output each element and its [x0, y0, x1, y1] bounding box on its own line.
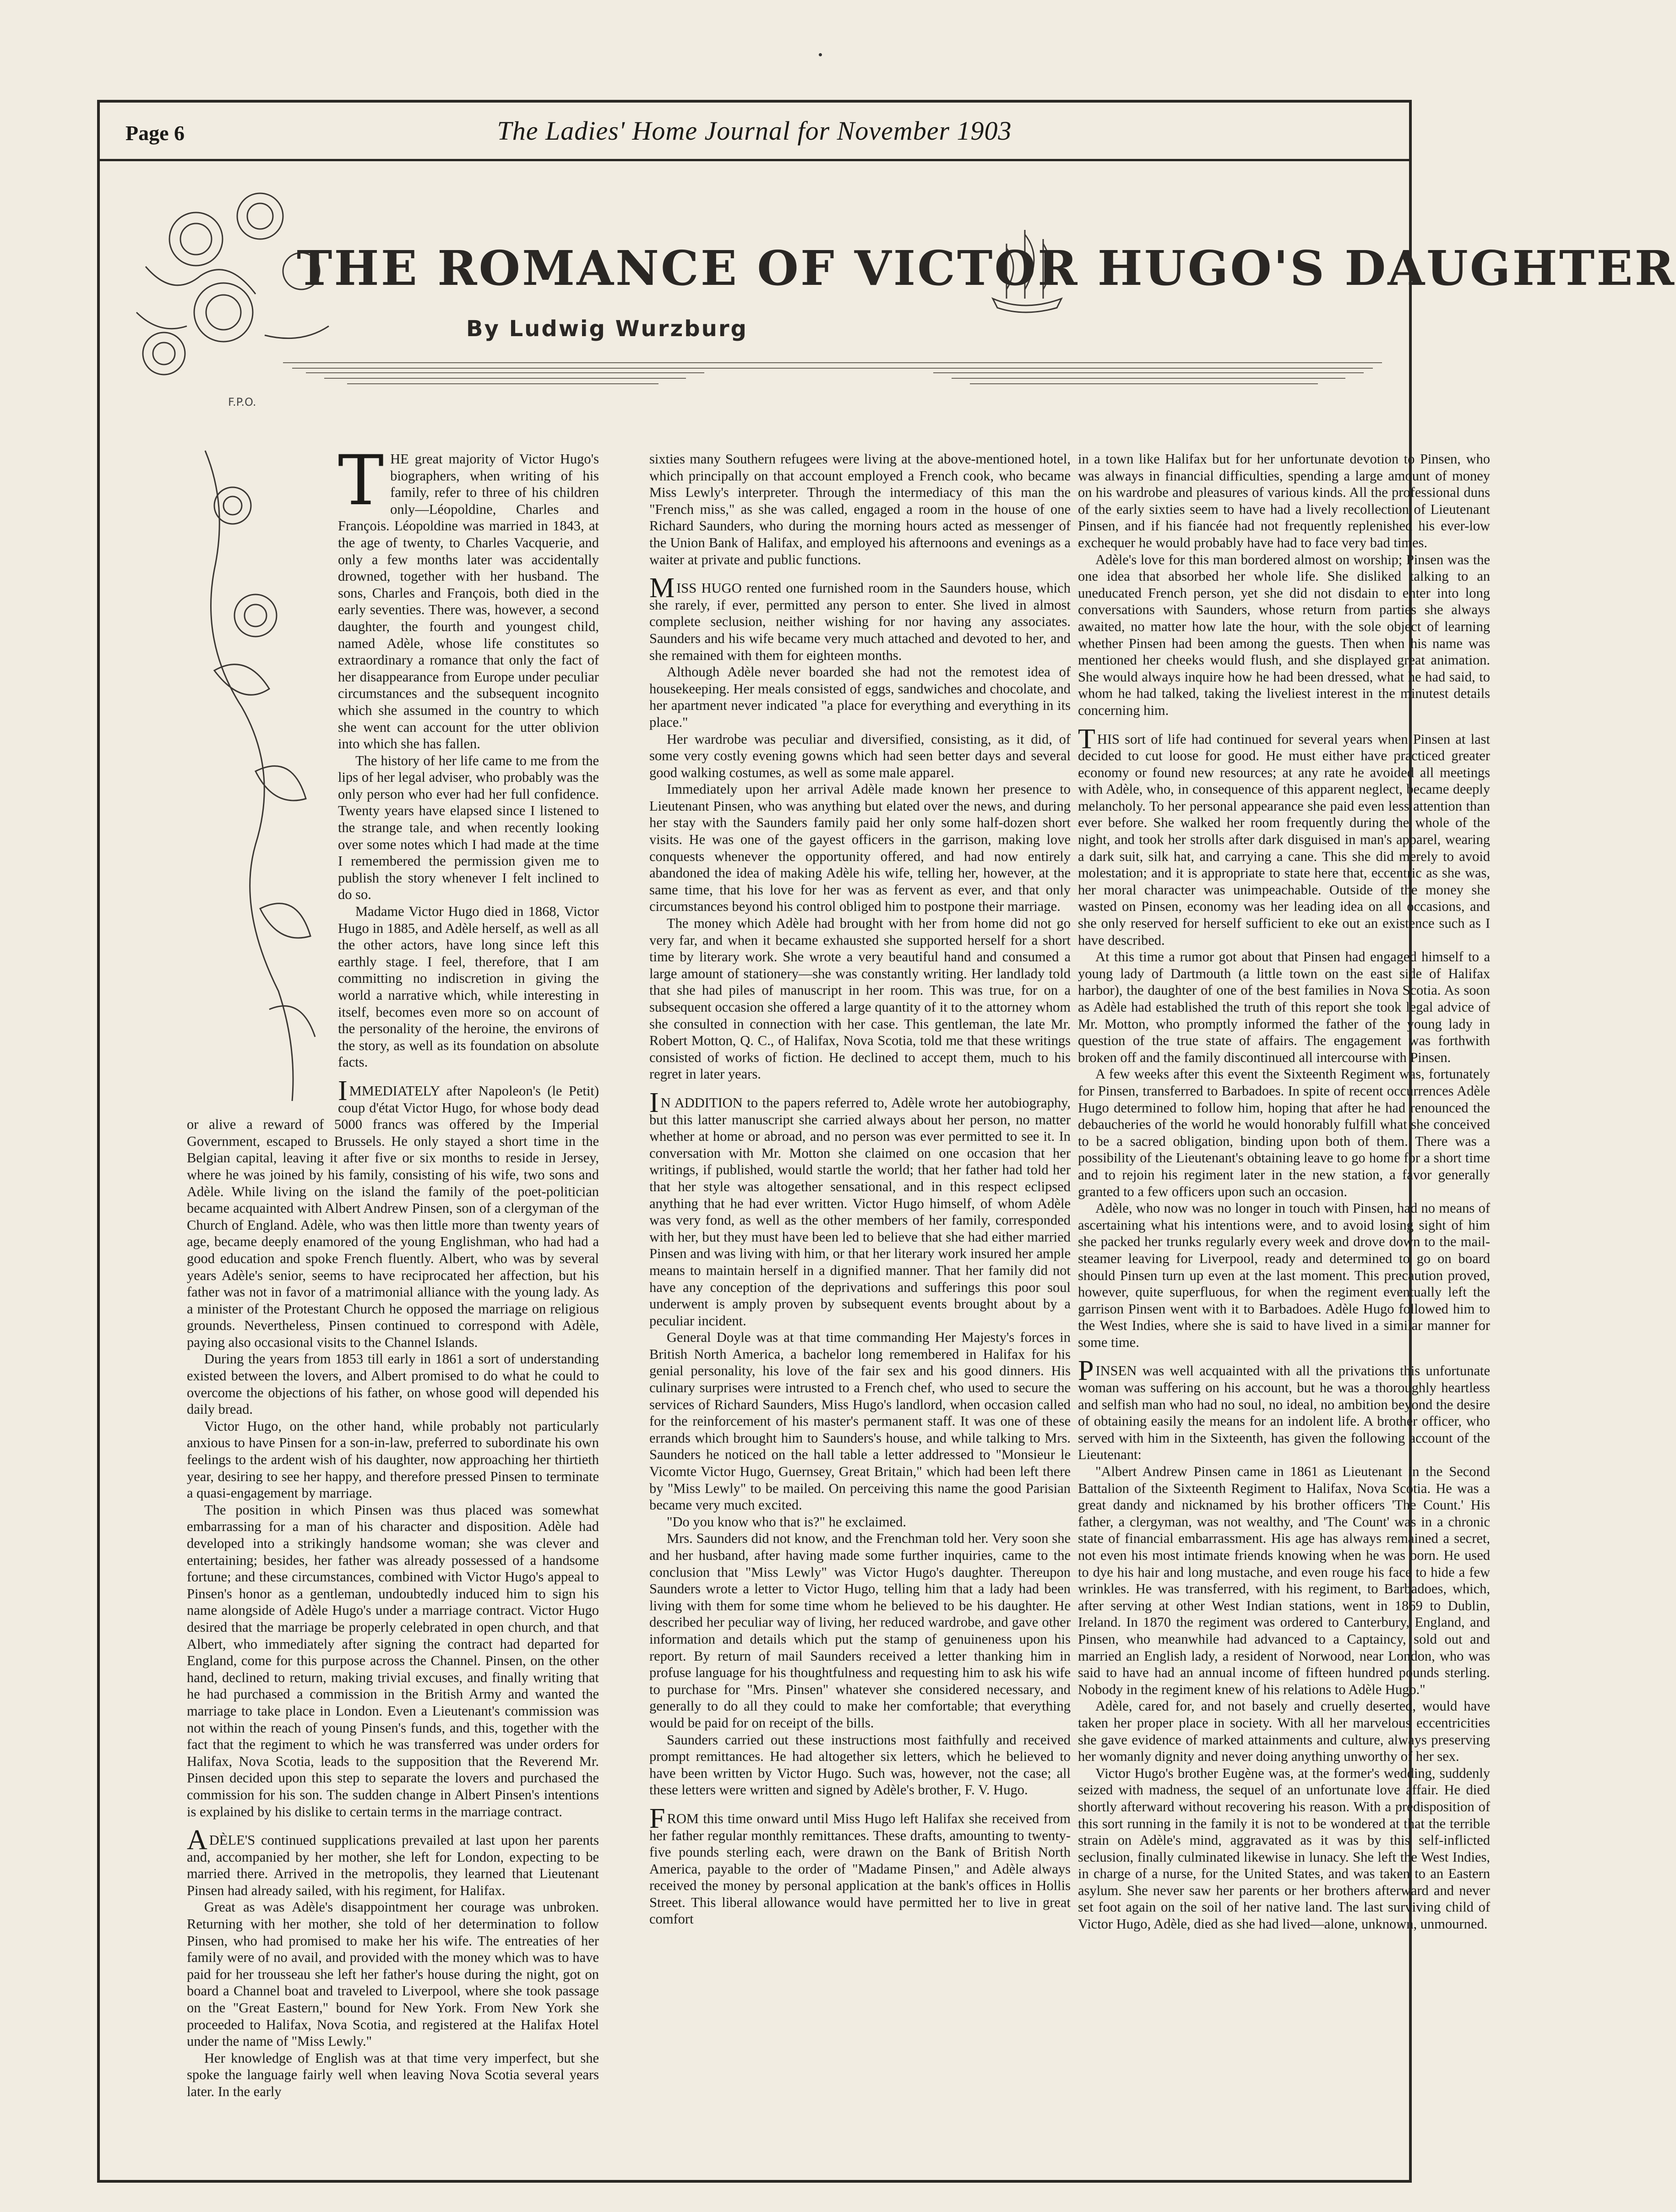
- paragraph: Madame Victor Hugo died in 1868, Victor Hugo in 1885, and Adèle herself, as well as all the other actors, have long since left this earthly stage. I feel, therefore, that I am committing no indiscretion in giving the world a narrative which, while interesting in itself, becomes even more so on account of the personality of the heroine, the environs of the story, as well as its foundation on absolute facts.: [338, 904, 599, 1070]
- paragraph: At this time a rumor got about that Pinsen had engaged himself to a young lady of Dartmouth (a little town on the east side of Halifax harbor), the daughter of one of the best families in Nova Scotia. As soon as Adèle had established the truth of this report she took legal advice of Mr. Motton, who promptly informed the father of the young lady in question of the true state of affairs. The engagement was forthwith broken off and the family discontinued all intercourse with Pinsen.: [1078, 949, 1490, 1065]
- article-column-1: [187, 441, 599, 2100]
- paragraph: Great as was Adèle's disappointment her courage was unbroken. Returning with her mother, she told of her determination to follow Pinsen, who had promised to make her his wife. The entreaties of her family were of no avail, and provided with the money which was to have paid for her trousseau she left her father's house during the night, got on board a Channel boat and traveled to Liverpool, where she took passage on the "Great Eastern," bound for New York. From New York she proceeded to Halifax, Nova Scotia, and registered at the Halifax Hotel under the name of "Miss Lewly.": [187, 1899, 599, 2049]
- paragraph: Victor Hugo, on the other hand, while probably not particularly anxious to have Pinsen for a son-in-law, preferred to subordinate his own feelings to the ardent wish of his daughter, now approaching her thirtieth year, desiring to see her happy, and therefore pressed Pinsen to terminate a quasi-engagement by marriage.: [187, 1418, 599, 1501]
- paragraph: Her wardrobe was peculiar and diversified, consisting, as it did, of some very costly evening gowns which had seen better days and several good walking costumes, as well as some male apparel.: [649, 731, 1071, 780]
- paragraph: Mrs. Saunders did not know, and the Frenchman told her. Very soon she and her husband, after having made some further inquiries, came to the conclusion that "Miss Lewly" was Victor Hugo's daughter. Thereupon Saunders wrote a letter to Victor Hugo, telling him that a lady had been living with them for some time whom he believed to be his daughter. He described her peculiar way of living, her reduced wardrobe, and gave other information and details which put the stamp of genuineness upon his report. By return of mail Saunders received a letter thanking him in profuse language for his thoughtfulness and requesting him to ask his wife to purchase for "Mrs. Pinsen" whatever she considered necessary, and generally to do all they could to make her comfortable; that everything would be paid for on receipt of the bills.: [649, 1531, 1071, 1731]
- paragraph: General Doyle was at that time commanding Her Majesty's forces in British North America, a bachelor long remembered in Halifax for his genial personality, his love of the fair sex and his good dinners. His culinary surprises were intrusted to a French chef, who used to secure the services of Richard Saunders, Miss Hugo's landlord, when occasion called for the reinforcement of his master's permanent staff. It was one of these errands which brought him to Saunders's house, and while talking to Mrs. Saunders he noticed on the hall table a letter addressed to "Monsieur le Vicomte Victor Hugo, Guernsey, Great Britain," which had been left there by "Miss Lewly" to be mailed. On perceiving this name the good Parisian became very much excited.: [649, 1329, 1071, 1513]
- page-frame: [97, 100, 1676, 2183]
- running-header: [100, 103, 1409, 161]
- paragraph: Victor Hugo's brother Eugène was, at the former's wedding, suddenly seized with madness, the sequel of an unfortunate love affair. He died shortly afterward without recovering his reason. With a predisposition of this sort running in the family it is not to be wondered at that the terrible strain on Adèle's mind, aggravated as it was by this self-inflicted seclusion, finally culminated likewise in lunacy. She left the West Indies, in charge of a nurse, for the United States, and was taken to an Eastern asylum. She never saw her parents or her brothers afterward and never set foot again on the soil of her native land. The last surviving child of Victor Hugo, Adèle, died as she had lived—alone, unknown, unmourned.: [1078, 1765, 1490, 1932]
- print-speck: [819, 53, 822, 56]
- paragraph: Adèle, cared for, and not basely and cruelly deserted, would have taken her proper place in society. With all her marvelous eccentricities she gave evidence of marked attainments and culture, always preserving her womanly dignity and never doing anything unworthy of her sex.: [1078, 1698, 1490, 1765]
- paragraph: "Do you know who that is?" he exclaimed.: [667, 1514, 906, 1530]
- section-paragraph: FROM this time onward until Miss Hugo left Halifax she received from her father regular monthly remittances. These drafts, amounting to twenty-five pounds sterling each, were drawn on the Bank of British North America, payable to the order of "Madame Pinsen," and Adèle always received the money by personal application at the bank's offices in Hollis Street. This liberal allowance would have permitted her to live in great comfort: [649, 1803, 1071, 1927]
- paragraph: THE great majority of Victor Hugo's biographers, when writing of his family, refer to three of his children only—Léopoldine, Charles and François. Léopoldine was married in 1843, at the age of twenty, to Charles Vacquerie, and only a few months later was accidentally drowned, together with her husband. The sons, Charles and François, both died in the early seventies. There was, however, a second daughter, the fourth and youngest child, named Adèle, whose life constitutes so extraordinary a romance that only the fact of her disappearance from Europe under peculiar circumstances and the subsequent incognito which she assumed in the country to which she went can account for the utter oblivion into which she has fallen.: [338, 441, 599, 752]
- section-paragraph: IMMEDIATELY after Napoleon's (le Petit) coup d'état Victor Hugo, for whose body dead or alive a reward of 5000 francs was offered by the Imperial Government, escaped to Brussels. He only stayed a short time in the Belgian capital, leaving it after five or six months to reside in Jersey, where he was joined by his family, consisting of his wife, two sons and Adèle. While living on the island the family of the poet-politician became acquainted with Albert Andrew Pinsen, son of a clergyman of the Church of England. Adèle, who was then little more than twenty years of age, became deeply enamored of the young Englishman, who had had a good education and spoke French fluently. Albert, who was by several years Adèle's senior, seems to have reciprocated her affection, but his father was not in favor of a matrimonial alliance with the young lady. As a minister of the Protestant Church he opposed the marriage on religious grounds. Nevertheless, Pinsen continued to correspond with Adèle, paying also occasional visits to the Channel Islands.: [187, 1075, 599, 1350]
- article-column-3: [1078, 451, 1490, 1933]
- paragraph: Saunders carried out these instructions most faithfully and received prompt remittances. He had altogether six letters, which he believed to have been written by Victor Hugo. Such was, however, not the case; all these letters were written and signed by Adèle's brother, F. V. Hugo.: [649, 1732, 1071, 1798]
- section-paragraph: ADÈLE'S continued supplications prevailed at last upon her parents and, accompanied by her mother, she left for London, expecting to be married there. Arrived in the metropolis, they learned that Lieutenant Pinsen had already sailed, with his regiment, for Halifax.: [187, 1825, 599, 1898]
- journal-line: The Ladies' Home Journal for November 1903: [497, 116, 1012, 146]
- article-column-2: [649, 451, 1071, 1928]
- section-paragraph: THIS sort of life had continued for several years when Pinsen at last decided to cut loose for good. He must either have practiced greater economy or found new resources; at any rate he avoided all meetings with Adèle, who, in consequence of this apparent neglect, became deeply melancholy. To her personal appearance she paid even less attention than ever before. She walked her room frequently during the whole of the night, and took her strolls after dark disguised in man's apparel, wearing a dark suit, silk hat, and carrying a cane. This she did merely to avoid molestation; and it is appropriate to state here that, eccentric as she was, her moral character was unimpeachable. Outside of the money she wasted on Pinsen, economy was her leading idea on all occasions, and she only reserved for herself sufficient to eke out an existence such as I have described.: [1078, 723, 1490, 948]
- section-paragraph: IN ADDITION to the papers referred to, Adèle wrote her autobiography, but this latter manuscript she carried always about her person, no matter whether at home or abroad, and no person was ever permitted to see it. In conversation with Mr. Motton she claimed on one occasion that her writings, if published, would startle the world; that her father had told her that her style was altogether sensational, and in this respect eclipsed anything that he had ever written. Victor Hugo himself, of whom Adèle was very fond, as well as the other members of her family, corresponded with her, but they must have been led to believe that she had either married Pinsen and was living with him, or that her literary work insured her ample means to maintain herself in a dignified manner. That her family did not have any conception of the deprivations and sufferings this poor soul underwent is amply proven by subsequent events brought about by a peculiar incident.: [649, 1087, 1071, 1329]
- section-paragraph: PINSEN was well acquainted with all the privations this unfortunate woman was suffering on his account, but he was a thoroughly heartless and selfish man who had no soul, no ideal, no ambition beyond the desire of obtaining easily the means for an indolent life. A brother officer, who served with him in the Sixteenth, has given the following account of the Lieutenant:: [1078, 1355, 1490, 1463]
- section-paragraph: MISS HUGO rented one furnished room in the Saunders house, which she rarely, if ever, permitted any person to enter. She lived in almost complete seclusion, neither wishing for nor having any associates. Saunders and his wife became very much attached and devoted to her, and she remained with them for eighteen months.: [649, 572, 1071, 663]
- paragraph: Adèle's love for this man bordered almost on worship; Pinsen was the one idea that absorbed her whole life. She disliked talking to an uneducated French person, yet she did not disdain to enter into long conversations with Saunders, whose return from parties she always awaited, no matter how late the hour, with the sole object of learning whether Pinsen had been among the guests. Then when his name was mentioned her cheeks would flush, and she displayed great animation. She would always inquire how he had been dressed, what he had said, to whom he had talked, taking the liveliest interest in the minutest details concerning him.: [1078, 551, 1490, 718]
- paragraph: The money which Adèle had brought with her from home did not go very far, and when it became exhausted she supported herself for a short time by literary work. She wrote a very beautiful hand and consumed a large amount of stationery—she was constantly writing. Her landlady told that she had piles of manuscript in her room. This was true, for on a subsequent occasion she offered a large quantity of it to the attorney whom she consulted in connection with her case. This gentleman, the late Mr. Robert Motton, Q. C., of Halifax, Nova Scotia, told me that these writings consisted of works of fiction. He declined to accept them, much to his regret in later years.: [649, 915, 1071, 1082]
- paragraph: A few weeks after this event the Sixteenth Regiment was, fortunately for Pinsen, transferred to Barbadoes. In spite of recent occurrences Adèle Hugo determined to follow him, hoping that after he had renounced the debaucheries of the world he would honorably fulfill what she conceived to be a sacred obligation, binding upon both of them. There was a possibility of the Lieutenant's obtaining leave to go home for a short time and to rejoin his regiment later in the new station, a favor generally granted to a few officers upon such an occasion.: [1078, 1066, 1490, 1199]
- paragraph: The position in which Pinsen was thus placed was somewhat embarrassing for a man of his character and disposition. Adèle had developed into a strikingly handsome woman; she was clever and entertaining; besides, her father was already possessed of a handsome fortune; and these circumstances, combined with Victor Hugo's appeal to Pinsen's honor as a gentleman, undoubtedly induced him to sign his name alongside of Adèle Hugo's under a marriage contract. Victor Hugo desired that the marriage be properly celebrated in open church, and that Albert, who immediately after signing the contract had departed for England, come for this purpose across the Channel. Pinsen, on the other hand, declined to return, making trivial excuses, and finally writing that he had purchased a commission in the British Army and wanted the marriage to take place in London. Even a Lieutenant's commission was not within the reach of young Pinsen's funds, and this, together with the fact that the regiment to which he was transferred was under orders for Halifax, Nova Scotia, leads to the supposition that the Reverend Mr. Pinsen decided upon this step to separate the lovers and purchased the commission for his son. The sudden change in Albert Pinsen's intentions is explained by his dislike to certain terms in the marriage contract.: [187, 1502, 599, 1820]
- illustrator-monogram: F.P.O.: [228, 396, 256, 409]
- article-title: THE ROMANCE OF VICTOR HUGO'S DAUGHTER: [297, 240, 1676, 296]
- paragraph: "Albert Andrew Pinsen came in 1861 as Lieutenant in the Second Battalion of the Sixteenth Regiment to Halifax, Nova Scotia. He was a great dandy and nicknamed by his brother officers 'The Count.' His father, a clergyman, was not wealthy, and 'The Count' was in a chronic state of financial embarrassment. His age has always remained a secret, not even his most intimate friends knowing when he was born. He used to dye his hair and long mustache, and even rouge his face to hide a few wrinkles. He was transferred, with his regiment, to Barbadoes, which, after serving at other West Indian stations, went in 1869 to Dublin, Ireland. In 1870 the regiment was ordered to Canterbury, England, and Pinsen, who meanwhile had advanced to a Captaincy, sold out and married an English lady, a resident of Norwood, near London, who was said to have had an annual income of fifteen hundred pounds sterling. Nobody in the regiment knew of his relations to Adèle Hugo.": [1078, 1464, 1490, 1697]
- paragraph: in a town like Halifax but for her unfortunate devotion to Pinsen, who was always in financial difficulties, spending a large amount of money on his wardrobe and pleasures of various kinds. All the professional duns of the early sixties seem to have had a lively recollection of Lieutenant Pinsen, and if his fiancée had not frequently replenished his ever-low exchequer he would probably have had to face very bad times.: [1078, 451, 1490, 550]
- title-banner-illustration: [109, 161, 1400, 445]
- paragraph: The history of her life came to me from the lips of her legal adviser, who probably was the only person who ever had her full confidence. Twenty years have elapsed since I listened to the strange tale, and when recently looking over some notes which I had made at the time I remembered the permission given me to publish the story whenever I felt inclined to do so.: [338, 752, 599, 903]
- paragraph: During the years from 1853 till early in 1861 a sort of understanding existed between the lovers, and Albert promised to do what he could to overcome the objections of his father, on whose good will depended his daily bread.: [187, 1351, 599, 1417]
- article-byline: By Ludwig Wurzburg: [466, 316, 748, 342]
- floral-border-illustration: [187, 451, 338, 1101]
- paragraph: Although Adèle never boarded she had not the remotest idea of housekeeping. Her meals consisted of eggs, sandwiches and chocolate, and her apartment never indicated "a place for everything and everything in its place.": [649, 664, 1071, 730]
- paragraph: Immediately upon her arrival Adèle made known her presence to Lieutenant Pinsen, who was anything but elated over the news, and during her stay with the Saunders family paid her only some half-dozen short visits. He was one of the gayest officers in the garrison, making love conquests whenever the opportunity offered, and had now entirely abandoned the idea of making Adèle his wife, telling her, however, at the same time, that his love for her was as fervent as ever, and that only circumstances beyond his control obliged him to postpone their marriage.: [649, 781, 1071, 915]
- paragraph: Adèle, who now was no longer in touch with Pinsen, had no means of ascertaining what his intentions were, and to avoid losing sight of him she packed her trunks regularly every week and drove down to the mail-steamer leaving for Liverpool, ready and determined to go on board should Pinsen turn up even at the last moment. This precaution proved, however, quite superfluous, for when the regiment eventually left the garrison Pinsen went with it to Barbadoes. Adèle Hugo followed him to the West Indies, where she is said to have lived in a similar manner for some time.: [1078, 1200, 1490, 1350]
- paragraph: sixties many Southern refugees were living at the above-mentioned hotel, which principally on that account employed a French cook, who became Miss Lewly's interpreter. Through the intermediacy of this man the "French miss," as she was called, engaged a room in the house of one Richard Saunders, who during the morning hours acted as messenger of the Union Bank of Halifax, and employed his afternoons and evenings as a waiter at private and public functions.: [649, 451, 1071, 567]
- paragraph: Her knowledge of English was at that time very imperfect, but she spoke the language fairly well when leaving Nova Scotia several years later. In the early: [187, 2050, 599, 2099]
- page-number: Page 6: [125, 121, 185, 145]
